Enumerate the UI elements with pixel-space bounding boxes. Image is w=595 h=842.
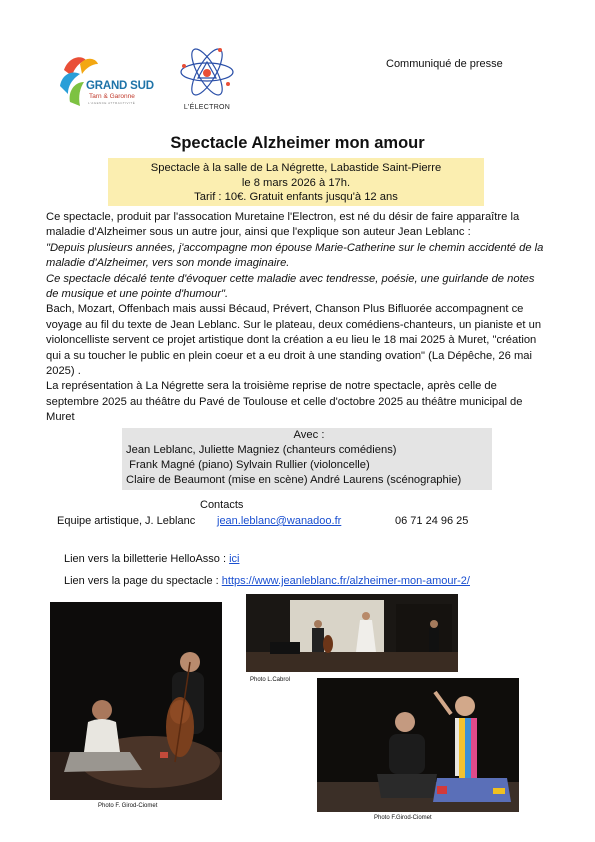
body-text [46, 210, 550, 426]
photo-cellist [50, 602, 222, 800]
contact-email-link[interactable]: jean.leblanc@wanadoo.fr [217, 515, 342, 527]
contacts-heading: Contacts [200, 499, 244, 511]
ticket-label: Lien vers la billetterie HelloAsso : [64, 553, 230, 565]
event-price: Tarif : 10€. Gratuit enfants jusqu'à 12 ans [194, 191, 398, 204]
grand-sud-logo [58, 50, 158, 112]
photo-caption-top: Photo L.Cabrol [250, 677, 291, 683]
ticket-link[interactable]: ici [229, 553, 240, 565]
ticket-line [64, 553, 239, 565]
contact-phone: 06 71 24 96 25 [395, 515, 469, 527]
cast-line-3: Claire de Beaumont (mise en scène) André Laurens (scénographie) [126, 474, 462, 486]
show-page-label: Lien vers la page du spectacle : [64, 575, 222, 587]
photo-performers [317, 678, 519, 812]
show-page-link[interactable]: https://www.jeanleblanc.fr/alzheimer-mon-amour-2/ [221, 575, 470, 587]
intro-paragraph: Ce spectacle, produit par l'assocation Muretaine l'Electron, est né du désir de faire apparaître la maladie d'Alzheimer sous un autre jour, ainsi que l'explique son auteur Jean Leblanc : [46, 211, 520, 239]
event-date: le 8 mars 2026 à 17h. [241, 176, 351, 189]
author-quote-1: "Depuis plusieurs années, j'accompagne mon épouse Marie-Catherine sur le chemin accidenté de la maladie d'Alzheimer, vers son monde imaginaire. [46, 241, 544, 270]
author-quote-2: Ce spectacle décalé tente d'évoquer cette maladie avec tendresse, poésie, une guirlande de notes de musique et une pointe d'humour". [46, 272, 535, 301]
page-title: Spectacle Alzheimer mon amour [170, 134, 425, 152]
contact-team: Equipe artistique, J. Leblanc [57, 515, 196, 527]
press-release-label: Communiqué de presse [386, 58, 503, 70]
grand-sud-tagline: L'AGENCE ATTRACTIVITÉ [88, 101, 136, 105]
music-paragraph: Bach, Mozart, Offenbach mais aussi Bécaud, Prévert, Chanson Plus Bifluorée accompagnent ce voyage au fil du texte de Jean Leblanc. Sur le plateau, deux comédiens-chanteurs, un pianiste et un violoncelliste servent ce projet artistique dont la création a eu lieu le 18 mai 2025 à Muret, "création qui a su toucher le public en plein coeur et a eu droit à une standing ovation" (La Dépêche, 26 mai 2025) . [46, 303, 542, 378]
performance-paragraph: La représentation à La Négrette sera la troisième reprise de notre spectacle, après celle de septembre 2025 au théâtre du Pavé de Toulouse et celle d'octobre 2025 au théâtre municipal de Muret [46, 380, 523, 424]
grand-sud-name: GRAND SUD [86, 80, 154, 92]
grand-sud-sub: Tarn & Garonne [89, 93, 135, 100]
photo-stage [246, 594, 458, 672]
cast-line-1: Jean Leblanc, Juliette Magniez (chanteurs comédiens) [126, 444, 397, 456]
atom-icon [176, 44, 238, 102]
cast-line-2: Frank Magné (piano) Sylvain Rullier (violoncelle) [126, 459, 370, 471]
photo-caption-right: Photo F.Girod-Ciomet [374, 815, 432, 821]
photo-caption-left: Photo F. Girod-Ciomet [98, 803, 158, 809]
electron-logo [176, 44, 238, 116]
cast-box [122, 428, 492, 490]
event-info-box [108, 158, 484, 206]
event-venue: Spectacle à la salle de La Négrette, Labastide Saint-Pierre [150, 162, 442, 174]
electron-name: L'ÉLECTRON [183, 104, 231, 111]
cast-heading: Avec : [293, 429, 325, 441]
show-page-line [64, 575, 470, 587]
